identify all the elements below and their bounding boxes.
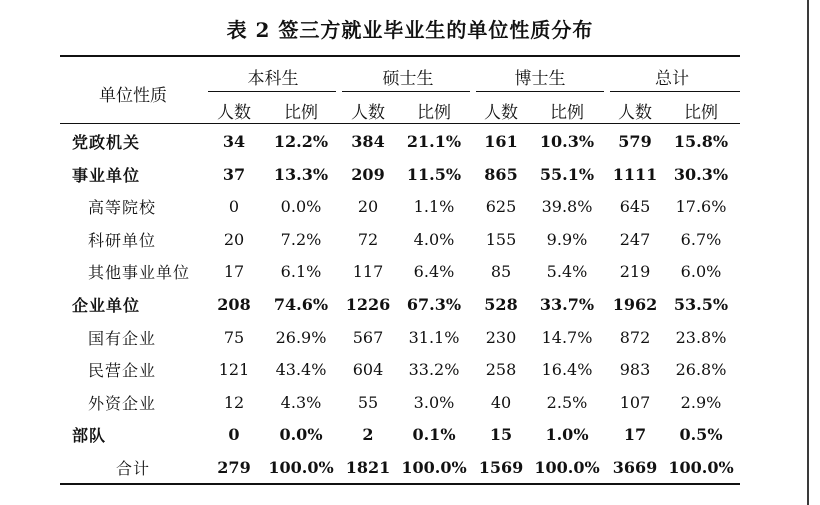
- group-header-doctor: 博士生: [514, 69, 566, 89]
- ratio-cell: 33.2%: [408, 360, 460, 380]
- table-row: [0, 391, 820, 423]
- group-subrule: [342, 91, 470, 92]
- ratio-cell: 2.5%: [546, 392, 588, 412]
- count-cell: 12: [223, 392, 245, 412]
- count-cell: 1962: [612, 295, 658, 314]
- ratio-cell: 6.7%: [680, 229, 722, 249]
- ratio-cell: 6.0%: [680, 262, 722, 282]
- count-cell: 1111: [612, 164, 658, 184]
- count-cell: 983: [619, 360, 651, 380]
- ratio-cell: 43.4%: [275, 360, 327, 380]
- count-cell: 0: [228, 425, 240, 445]
- row-label: 外资企业: [88, 393, 157, 413]
- count-cell: 579: [618, 132, 652, 151]
- group-header-total: 总计: [655, 69, 689, 89]
- ratio-cell: 23.8%: [675, 327, 727, 347]
- count-cell: 208: [217, 295, 251, 314]
- row-label: 科研单位: [88, 230, 157, 250]
- ratio-cell: 15.8%: [673, 132, 729, 151]
- count-cell: 1821: [345, 458, 391, 477]
- count-cell: 384: [351, 132, 385, 151]
- count-cell: 75: [223, 327, 245, 347]
- table-row: [0, 130, 820, 162]
- count-cell: 1569: [478, 458, 524, 477]
- count-cell: 247: [619, 229, 651, 249]
- count-cell: 117: [352, 262, 384, 282]
- ratio-cell: 14.7%: [541, 327, 593, 347]
- count-cell: 258: [485, 360, 517, 380]
- table-row: [0, 163, 820, 195]
- count-cell: 872: [619, 327, 651, 347]
- count-cell: 3669: [612, 458, 658, 477]
- count-cell: 17: [223, 262, 245, 282]
- ratio-cell: 26.8%: [675, 360, 727, 380]
- table-title: 表 2 签三方就业毕业生的单位性质分布: [226, 18, 594, 42]
- count-cell: 161: [484, 132, 518, 151]
- row-label: 高等院校: [88, 198, 157, 218]
- count-cell: 1226: [345, 295, 391, 314]
- sub-header-ratio: 比例: [284, 103, 318, 123]
- count-cell: 645: [619, 197, 651, 217]
- count-cell: 17: [623, 425, 647, 445]
- count-cell: 107: [619, 392, 651, 412]
- ratio-cell: 2.9%: [680, 392, 722, 412]
- table-row: [0, 293, 820, 325]
- ratio-cell: 9.9%: [546, 229, 588, 249]
- group-header-master: 硕士生: [382, 69, 434, 89]
- count-cell: 20: [357, 197, 379, 217]
- sub-header-ratio: 比例: [550, 103, 584, 123]
- sub-header-count: 人数: [217, 103, 251, 123]
- ratio-cell: 6.4%: [413, 262, 455, 282]
- count-cell: 37: [222, 164, 246, 184]
- row-label: 国有企业: [88, 328, 157, 348]
- table-row: [0, 228, 820, 260]
- ratio-cell: 55.1%: [539, 164, 595, 184]
- ratio-cell: 100.0%: [668, 458, 734, 477]
- table-row: [0, 358, 820, 390]
- sub-header-count: 人数: [484, 103, 518, 123]
- table-row: [0, 326, 820, 358]
- ratio-cell: 100.0%: [268, 458, 334, 477]
- header-bottom-rule: [60, 123, 740, 124]
- row-label: 企业单位: [72, 296, 141, 315]
- count-cell: 604: [352, 360, 384, 380]
- ratio-cell: 74.6%: [273, 295, 329, 314]
- count-cell: 40: [490, 392, 512, 412]
- corner-mark: [718, 479, 740, 484]
- sub-header-ratio: 比例: [417, 103, 451, 123]
- count-cell: 209: [351, 164, 385, 184]
- ratio-cell: 39.8%: [541, 197, 593, 217]
- group-subrule: [610, 91, 740, 92]
- ratio-cell: 11.5%: [406, 164, 462, 184]
- ratio-cell: 0.5%: [679, 425, 723, 445]
- sub-header-count: 人数: [618, 103, 652, 123]
- table-row: [0, 260, 820, 292]
- ratio-cell: 6.1%: [280, 262, 322, 282]
- count-cell: 2: [362, 425, 374, 445]
- ratio-cell: 10.3%: [539, 132, 595, 151]
- count-cell: 219: [619, 262, 651, 282]
- count-cell: 121: [218, 360, 250, 380]
- ratio-cell: 0.0%: [279, 425, 323, 445]
- sub-header-count: 人数: [351, 103, 385, 123]
- count-cell: 0: [228, 197, 240, 217]
- ratio-cell: 100.0%: [534, 458, 600, 477]
- ratio-cell: 26.9%: [275, 327, 327, 347]
- table-bottom-rule: [60, 483, 740, 485]
- row-header-label: 单位性质: [99, 86, 167, 106]
- group-subrule: [208, 91, 336, 92]
- count-cell: 72: [357, 229, 379, 249]
- ratio-cell: 33.7%: [539, 295, 595, 314]
- row-label: 其他事业单位: [88, 263, 191, 283]
- count-cell: 85: [490, 262, 512, 282]
- row-label: 民营企业: [88, 361, 157, 381]
- count-cell: 20: [223, 229, 245, 249]
- count-cell: 625: [485, 197, 517, 217]
- count-cell: 55: [357, 392, 379, 412]
- count-cell: 34: [222, 132, 246, 151]
- ratio-cell: 30.3%: [673, 164, 729, 184]
- row-label: 部队: [72, 426, 107, 446]
- table-top-rule: [60, 55, 740, 57]
- group-header-bachelor: 本科生: [247, 69, 299, 89]
- ratio-cell: 17.6%: [675, 197, 727, 217]
- ratio-cell: 0.0%: [280, 197, 322, 217]
- group-subrule: [476, 91, 604, 92]
- ratio-cell: 12.2%: [273, 132, 329, 151]
- table-row: [0, 195, 820, 227]
- ratio-cell: 67.3%: [406, 295, 462, 314]
- ratio-cell: 7.2%: [280, 229, 322, 249]
- table-row: [0, 423, 820, 455]
- sub-header-ratio: 比例: [684, 103, 718, 123]
- ratio-cell: 16.4%: [541, 360, 593, 380]
- count-cell: 279: [217, 458, 251, 477]
- row-label: 党政机关: [72, 133, 141, 152]
- ratio-cell: 13.3%: [273, 164, 329, 184]
- ratio-cell: 4.0%: [413, 229, 455, 249]
- ratio-cell: 21.1%: [406, 132, 462, 151]
- ratio-cell: 1.1%: [413, 197, 455, 217]
- ratio-cell: 1.0%: [545, 425, 589, 445]
- ratio-cell: 100.0%: [401, 458, 467, 477]
- row-label: 合计: [115, 459, 151, 478]
- ratio-cell: 5.4%: [546, 262, 588, 282]
- ratio-cell: 53.5%: [673, 295, 729, 314]
- ratio-cell: 3.0%: [413, 392, 455, 412]
- count-cell: 15: [489, 425, 513, 445]
- ratio-cell: 31.1%: [408, 327, 460, 347]
- count-cell: 155: [485, 229, 517, 249]
- count-cell: 865: [484, 164, 518, 184]
- ratio-cell: 0.1%: [412, 425, 456, 445]
- count-cell: 528: [484, 295, 518, 314]
- count-cell: 230: [485, 327, 517, 347]
- count-cell: 567: [352, 327, 384, 347]
- ratio-cell: 4.3%: [280, 392, 322, 412]
- row-label: 事业单位: [72, 165, 141, 185]
